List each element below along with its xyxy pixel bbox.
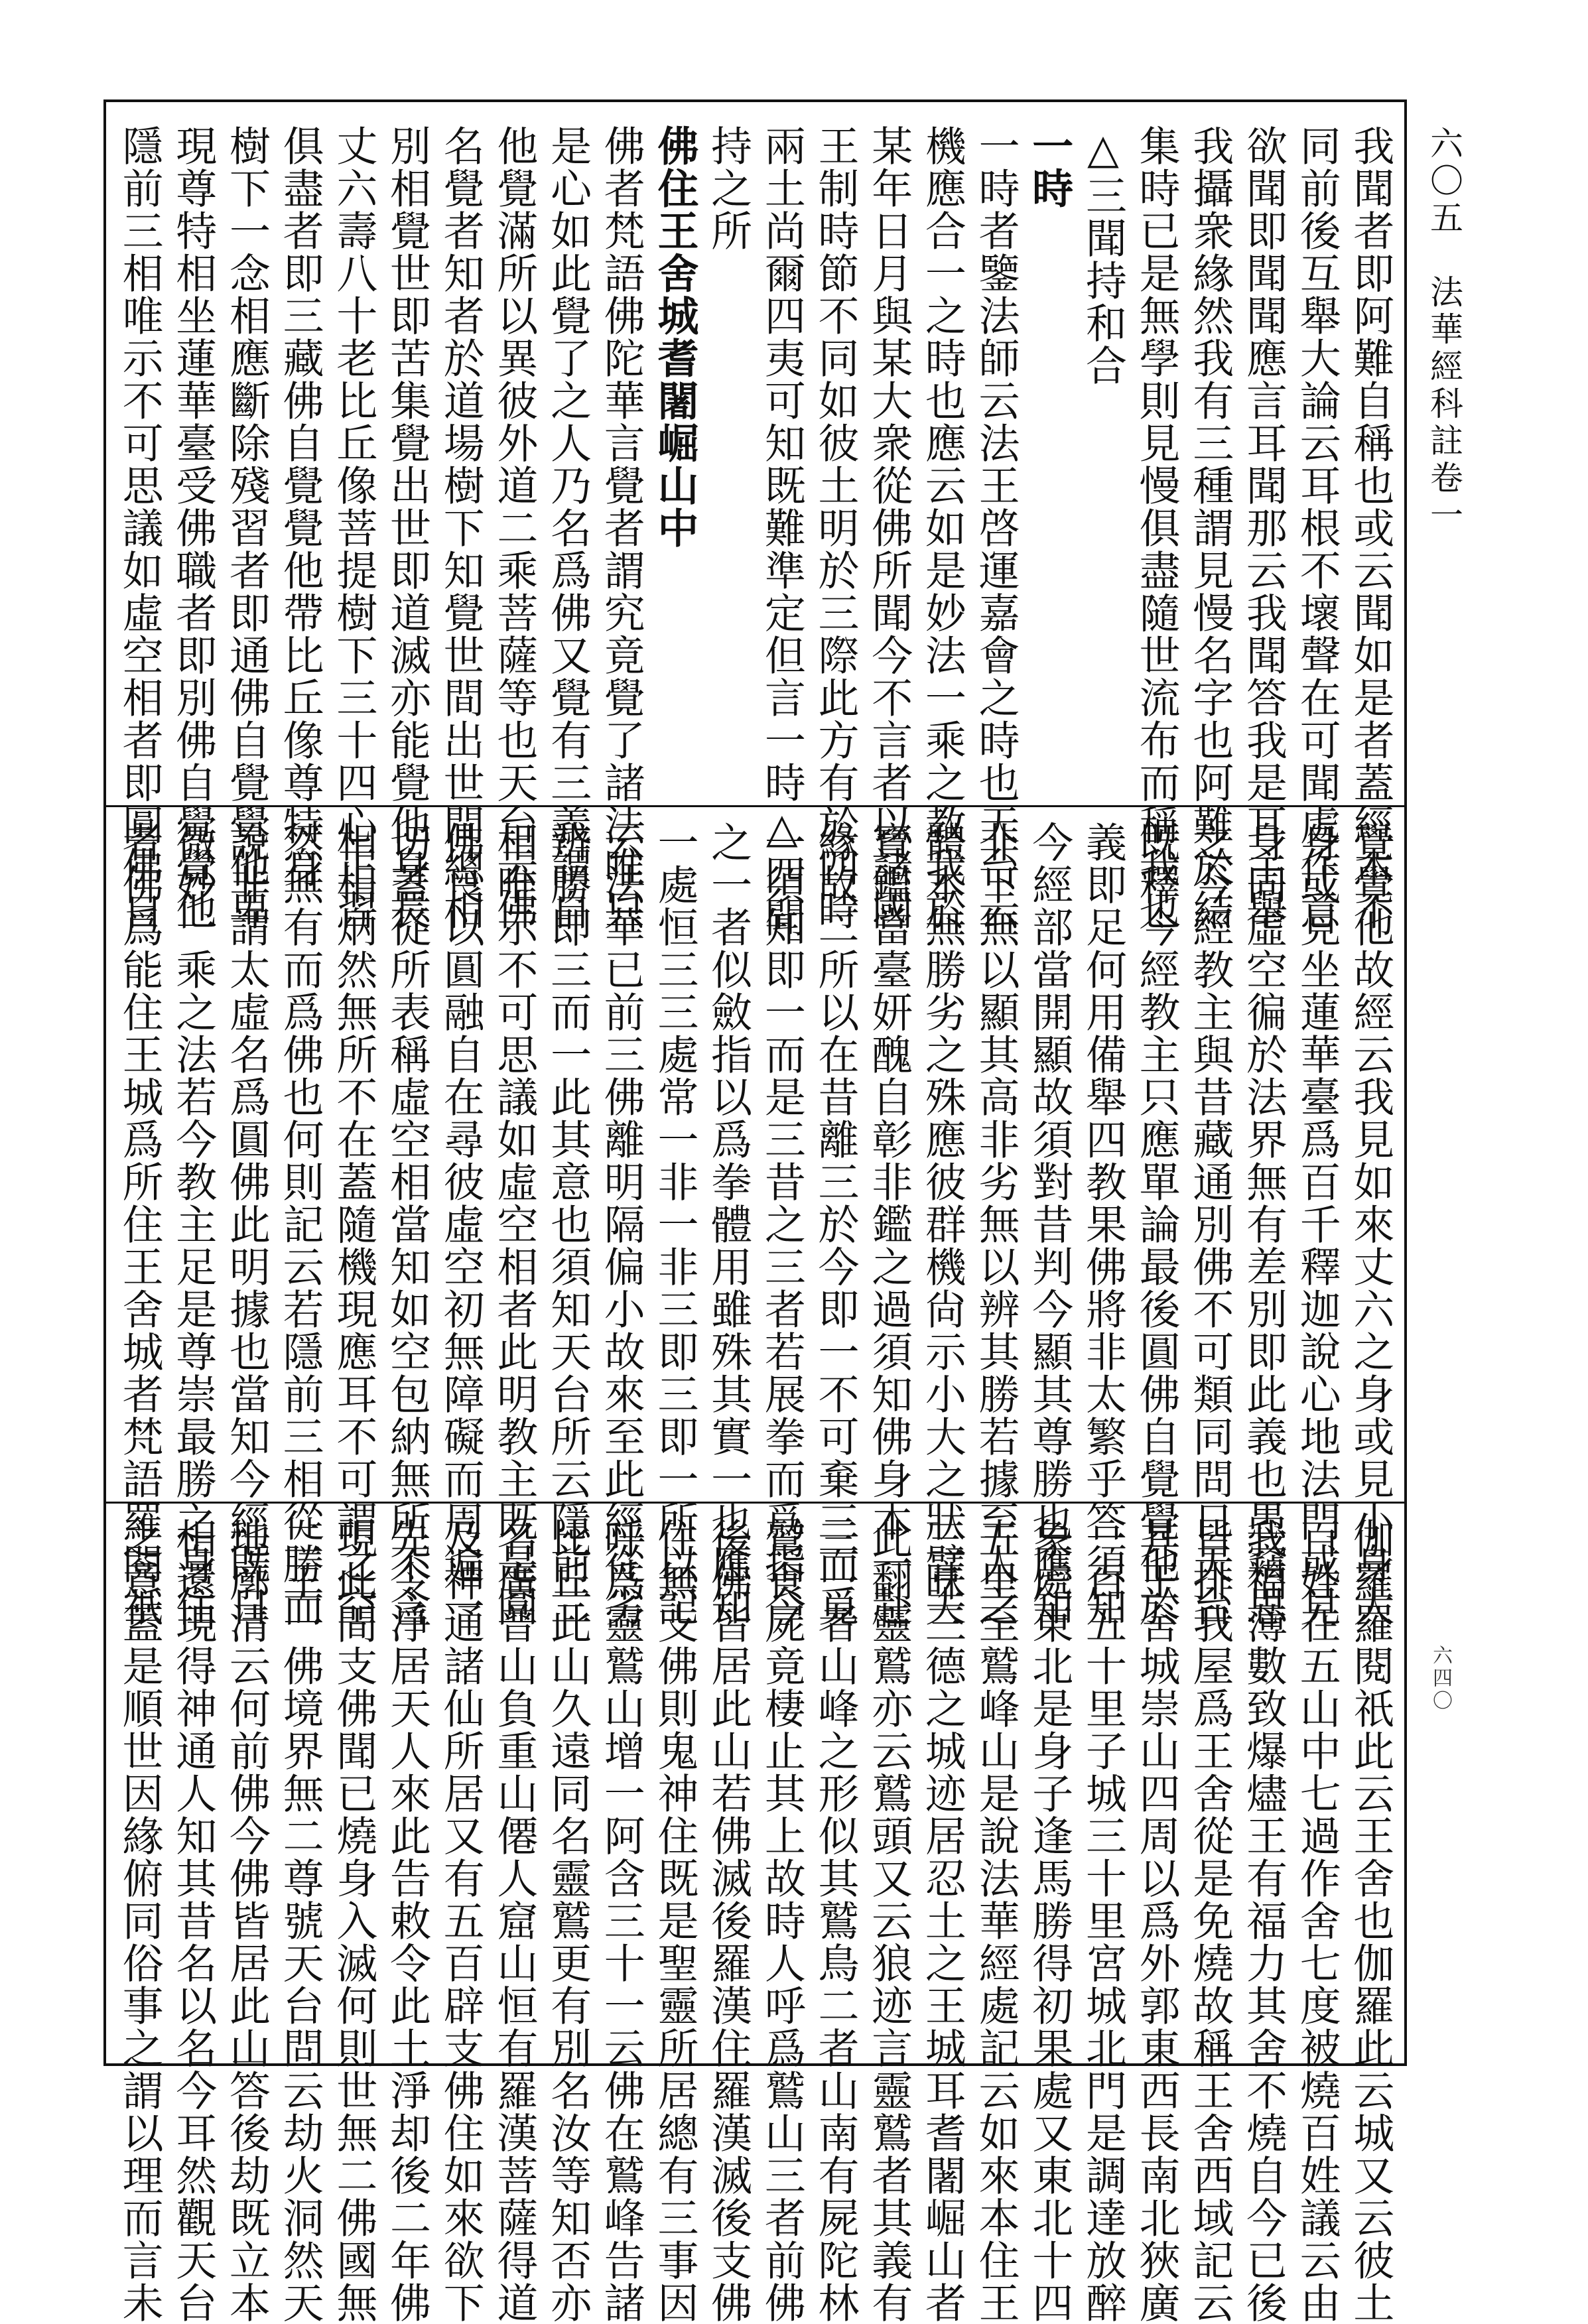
text-column: 我聞者即阿難自稱也或云聞如是者蓋經本不	[1346, 125, 1395, 931]
text-column: 住無支佛則鬼神住既是聖靈所居總有三事因	[650, 1517, 699, 2324]
text-column: 然無有而爲佛也何則記云若隱前三相從勝而	[276, 821, 325, 1628]
text-column: 辨勝即三而一此其意也須知天台所云隱前三	[543, 821, 592, 1628]
text-column: 兩土尚爾四夷可知既難準定但言一時△四聞	[758, 125, 807, 938]
text-column: 俱盡者即三藏佛自覺覺他帶比丘像尊特身	[276, 125, 325, 889]
text-column: 佛者梵語佛陀華言覺者謂究竟覺了諸法唯只	[597, 125, 646, 931]
text-column: 相還現得神通人知其昔名以名今耳然觀天台	[168, 1517, 218, 2324]
text-column: 義即足何用備舉四教果佛將非太繁乎答須知	[1079, 821, 1128, 1628]
text-column: 後佛皆居此山若佛滅後羅漢住羅漢滅後支佛	[704, 1517, 753, 2324]
text-column: 覺覺他故經云我見如來丈六之身或見小身大	[1346, 821, 1395, 1628]
book-title: 法華經科註卷一	[1425, 275, 1463, 535]
text-column: 別相覺世即苦集覺出世即道滅亦能覺他身長	[383, 125, 432, 931]
page-frame	[103, 99, 1407, 2324]
text-column: 非下無以顯其高非劣無以辨其勝若據至人之	[972, 821, 1021, 1628]
text-column: 說非謂太虛名爲圓佛此明據也當知今經既日	[222, 821, 271, 1628]
text-column: 微妙一乘之法若今教主足是尊崇最勝之身住	[168, 821, 218, 1628]
text-column: 緣故二所以在昔離三於今即一不可棄三而覓	[811, 821, 860, 1628]
text-column: 鷲食屍竟棲止其上故時人呼爲鷲山三者前佛	[758, 1517, 807, 2324]
text-column: 某年日月與某大衆從佛所聞今不言者以諸國	[864, 125, 913, 931]
text-column: 之意蓋是順世因緣俯同俗事之謂以理而言未	[115, 1517, 165, 2324]
text-column: 三一者山峰之形似其鷲鳥二者山南有屍陀林	[811, 1517, 860, 2324]
text-column: 伽羅羅閱祇此云王舍也伽羅此云城又云彼土	[1346, 1517, 1395, 2324]
text-column: 一須知即一而是三昔之三者若展拳而爲指今	[758, 821, 807, 1628]
folio-mark: 六四〇	[1429, 1645, 1452, 1712]
text-column: 他覺滿所以異彼外道二乘菩薩等也天台云佛	[490, 125, 539, 931]
text-column: 比丘此山久遠同名靈鷲更有別名汝等知否亦	[543, 1517, 592, 2324]
text-column: 持之所	[704, 125, 753, 252]
text-column: 一處恒三三處常一非一非三即三即一所以記	[650, 821, 699, 1628]
text-column: 皆排我屋爲王舍從是免燒故稱王舍西域記云	[1185, 1517, 1234, 2324]
text-column: 機應合一之時也應云如是妙法一乘之教我於	[918, 125, 967, 931]
text-column: △三聞持和合	[1079, 125, 1128, 387]
text-column: 體本無勝劣之殊應彼群機尙示小大之狀譬夫	[918, 821, 967, 1628]
text-column: 一時	[1025, 125, 1074, 210]
text-column: 樹下一念相應斷除殘習者即通佛自覺覺他卑	[222, 125, 271, 931]
text-column: 隱前三相唯示不可思議如虛空相者即圓佛自	[115, 125, 165, 931]
text-column: 佛良以圓融自在尋彼虛空初無障礙而周遍一	[436, 821, 486, 1628]
page-number: 六〇五	[1425, 126, 1463, 237]
band-divider-1	[106, 805, 1404, 807]
text-column: 切蓋從所表稱虛空相當知如空包納無所不含	[383, 821, 432, 1628]
text-column: 其王舍城崇山四周以爲外郭東西長南北狹廣	[1132, 1517, 1181, 2324]
text-column: 相唯示不可思議如虛空相者此明教主既是圓	[490, 821, 539, 1628]
band-lower	[115, 1517, 1395, 2324]
text-column: 云法華已前三佛離明隔偏小故來至此經從劣	[597, 821, 646, 1628]
text-column: 一百五十里子城三十里宮城北門是調達放醉	[1079, 1517, 1128, 2324]
band-divider-2	[106, 1502, 1404, 1504]
text-column: 相相炳然無所不在蓋隨機現應耳不可謂之空	[329, 821, 378, 1628]
page-header-gutter	[1407, 99, 1487, 2066]
text-column: 既釋今經教主只應單論最後圓佛自覺覺他於	[1132, 821, 1181, 1628]
text-column: 名覺者知者於道場樹下知覺世間出世間總相	[436, 125, 486, 931]
text-column: 三昧三德之城迹居忍土之王城耳耆闍崛山者	[918, 1517, 967, 2324]
text-column: 名廣普山負重山僊人窟山恒有羅漢菩薩得道	[490, 1517, 539, 2324]
text-column: 二王一佛境界無二尊號天台問云劫火洞然天	[276, 1517, 325, 2324]
text-column: 佛住王舍城耆闍崛山中	[650, 125, 699, 549]
text-column: 之一者似斂指以爲拳體用雖殊其實一也應知	[704, 821, 753, 1628]
text-column: 呼爲靈鷲山增一阿含三十一云佛在鷲峰告諸	[597, 1517, 646, 2324]
text-column: 我攝衆緣然我有三種謂見慢名字也阿難於結	[1185, 125, 1234, 931]
text-column: 集時已是無學則見慢俱盡隨世流布而稱我也	[1132, 125, 1181, 931]
text-column: 寶鑑當臺妍醜自彰非鑑之過須知佛身本一赴	[864, 821, 913, 1628]
text-column: 是心如此覺了之人乃名爲佛又覺有三義謂自	[543, 125, 592, 931]
band-middle	[115, 821, 1395, 1628]
text-column: 身或見坐蓮華臺爲百千釋迦說心地法門或見	[1293, 821, 1342, 1628]
text-column: 者佛爲能住王城爲所住王舍城者梵語羅閱祇	[115, 821, 165, 1628]
text-column: 之今經教主與昔藏通別佛不可類同問日天台	[1185, 821, 1234, 1628]
text-column: 地廓清云何前佛今佛皆居此山答後劫既立本	[222, 1517, 271, 2324]
text-column: 身同虛空徧於法界無有差別即此義也愚竊思	[1239, 821, 1288, 1628]
text-column: 今經部當開顯故須對昔判今顯其尊勝也應知	[1025, 821, 1074, 1628]
text-column: 王制時節不同如彼土明於三際此方有於四時	[811, 125, 860, 931]
text-column: 我福薄數致爆燼王有福力其舍不燒自今已後	[1239, 1517, 1288, 2324]
text-column: 一時者鑒法師云法王啓運嘉會之時也天台云	[972, 125, 1021, 931]
text-column: 丈六壽八十老比丘像菩提樹下三十四心正習	[329, 125, 378, 931]
text-column: 百姓在五山中七過作舍七度被燒百姓議云由	[1293, 1517, 1342, 2324]
text-column: 現此間支佛聞已燒身入滅何則世無二佛國無	[329, 1517, 378, 2324]
text-column: 先令淨居天人來此告敕令此土淨却後二年佛	[383, 1517, 432, 2324]
text-column: 同前後互舉大論云耳根不壞聲在可聞處作意	[1293, 125, 1342, 931]
text-column: 五里至鷲峰山是說法華經處記云如來本住王	[972, 1517, 1021, 2324]
text-column: 象處東北是身子逢馬勝得初果處又東北十四	[1025, 1517, 1074, 2324]
band-upper	[115, 125, 1395, 938]
page-header	[1420, 126, 1468, 535]
text-column: 現尊特相坐蓮華臺受佛職者即別佛自覺覺他	[168, 125, 218, 931]
text-column: 此翻靈鷲亦云鷲頭又云狼迹言靈鷲者其義有	[864, 1517, 913, 2324]
text-column: 欲聞即聞聞應言耳聞那云我聞答我是耳主舉	[1239, 125, 1288, 931]
text-column: 及神通諸仙所居又有五百辟支佛住如來欲下	[436, 1517, 486, 2324]
